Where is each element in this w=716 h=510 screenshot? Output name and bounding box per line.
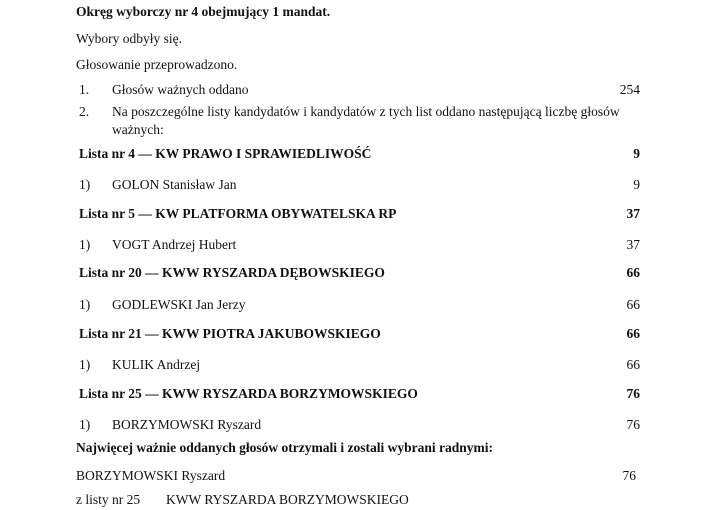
winner-name: BORZYMOWSKI Ryszard [76,468,226,483]
list-title: Lista nr 20 — KWW RYSZARDA DĘBOWSKIEGO [79,265,385,280]
list-title: Lista nr 21 — KWW PIOTRA JAKUBOWSKIEGO [79,326,381,341]
item2-number: 2. [79,104,90,119]
candidate-number: 1) [79,417,91,432]
candidate-name: GODLEWSKI Jan Jerzy [112,297,246,312]
candidate-votes: 9 [633,177,640,192]
winner-list-label: z listy nr 25 [76,492,141,507]
item1-value: 254 [619,82,640,97]
candidate-votes: 37 [626,237,640,252]
candidate-votes: 66 [626,357,640,372]
list-total: 76 [626,386,640,401]
winners-heading: Najwięcej ważnie oddanych głosów otrzymali i zostali wybrani radnymi: [76,440,493,455]
candidate-number: 1) [79,357,91,372]
candidate-name: VOGT Andrzej Hubert [112,237,237,252]
list-total: 66 [626,326,640,341]
candidate-number: 1) [79,237,91,252]
list-title: Lista nr 4 — KW PRAWO I SPRAWIEDLIWOŚĆ [79,146,372,161]
status-elections-held: Wybory odbyły się. [76,31,183,46]
district-heading: Okręg wyborczy nr 4 obejmujący 1 mandat. [76,4,331,19]
candidate-name: KULIK Andrzej [112,357,201,372]
list-title: Lista nr 5 — KW PLATFORMA OBYWATELSKA RP [79,206,397,221]
candidate-number: 1) [79,297,91,312]
list-total: 9 [633,146,640,161]
list-total: 37 [626,206,640,221]
item1-number: 1. [79,82,90,97]
list-title: Lista nr 25 — KWW RYSZARDA BORZYMOWSKIEGO [79,386,418,401]
item2-text-line1: Na poszczególne listy kandydatów i kandydatów z tych list oddano następującą liczbę głosów [112,104,620,119]
candidate-votes: 66 [626,297,640,312]
candidate-name: GOLON Stanisław Jan [112,177,237,192]
winner-votes: 76 [622,468,636,483]
candidate-votes: 76 [626,417,640,432]
status-voting-conducted: Głosowanie przeprowadzono. [76,57,238,72]
candidate-number: 1) [79,177,91,192]
candidate-name: BORZYMOWSKI Ryszard [112,417,262,432]
item2-text-line2: ważnych: [112,122,164,137]
winner-list-name: KWW RYSZARDA BORZYMOWSKIEGO [166,492,409,507]
list-total: 66 [626,265,640,280]
item1-text: Głosów ważnych oddano [112,82,249,97]
